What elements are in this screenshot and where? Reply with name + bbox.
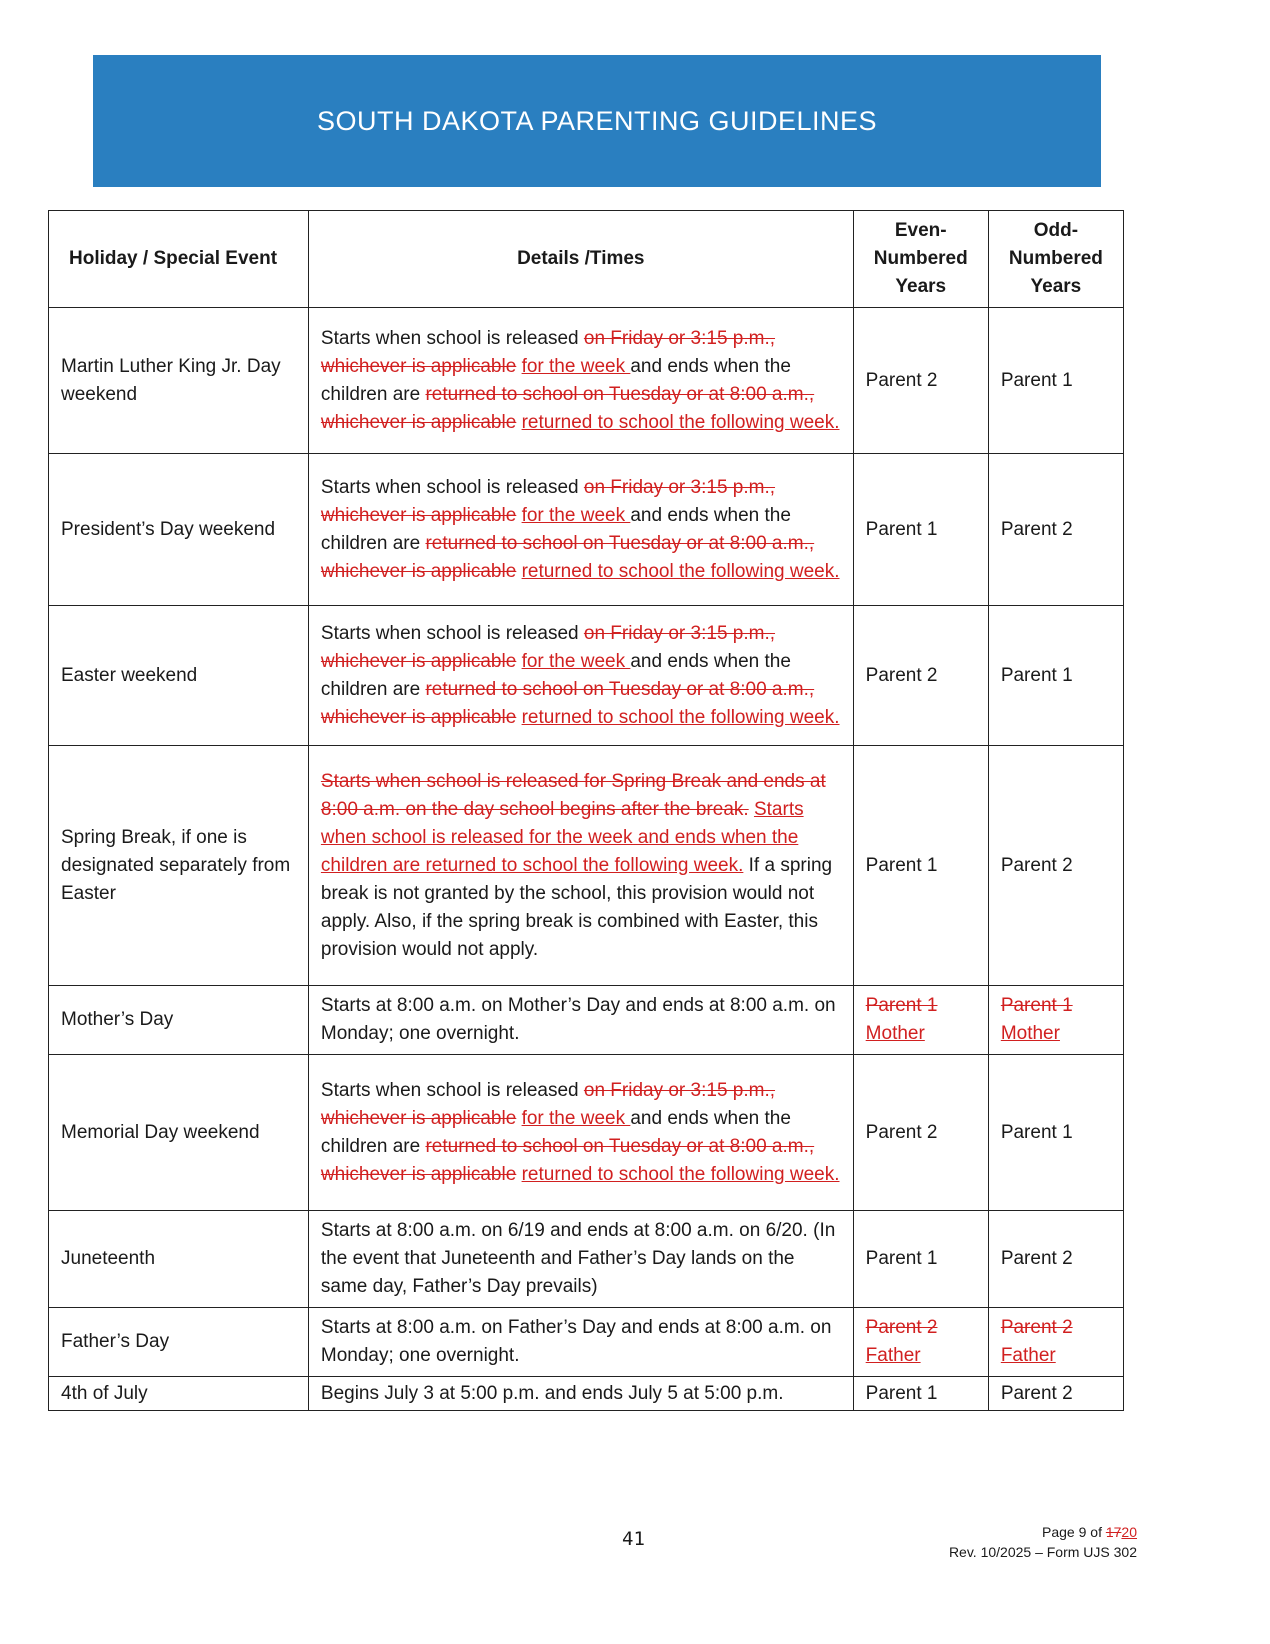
table-row-memorial	[49, 1055, 1124, 1211]
deleted-text: Starts when school is released for Spring Break and ends at 8:00 a.m. on the day school begins after the break.	[320, 770, 826, 820]
inserted-text: returned to school the following week.	[521, 706, 840, 728]
even-years-column-header: Even- Numbered Years	[853, 211, 988, 308]
inserted-text: for the week	[521, 650, 631, 672]
table-row-presidents	[49, 454, 1124, 606]
inserted-text: returned to school the following week.	[521, 411, 840, 433]
even-year-parent: Parent 2	[853, 1055, 988, 1211]
details-cell: Starts when school is released on Friday or 3:15 p.m., whichever is applicable for the week and ends when the children are returned to school on Tuesday or at 8:00 a.m., whichever is applicable returned to school the following week.	[308, 308, 853, 454]
even-year-parent: Parent 1 Mother	[853, 986, 988, 1055]
deleted-text: on Friday or 3:15 p.m., whichever is applicable	[320, 622, 776, 672]
even-year-parent: Parent 2	[853, 308, 988, 454]
details-cell: Starts when school is released on Friday or 3:15 p.m., whichever is applicable for the week and ends when the children are returned to school on Tuesday or at 8:00 a.m., whichever is applicable returned to school the following week.	[308, 454, 853, 606]
deleted-text: returned to school on Tuesday or at 8:00 a.m., whichever is applicable	[320, 1135, 815, 1185]
header-banner	[93, 55, 1101, 187]
inserted-text: Starts when school is released for the week and ends when the children are returned to school the following week.	[320, 798, 804, 876]
even-year-parent: Parent 2	[853, 606, 988, 746]
deleted-text: returned to school on Tuesday or at 8:00 a.m., whichever is applicable	[320, 678, 815, 728]
odd-year-parent: Parent 2	[988, 1377, 1123, 1411]
table-row-fathers-day	[49, 1308, 1124, 1377]
even-year-parent: Parent 1	[853, 746, 988, 986]
page-count: Page 9 of 1720	[1042, 1524, 1137, 1540]
odd-year-parent: Parent 1	[988, 606, 1123, 746]
footer-form-info	[949, 1522, 1137, 1562]
odd-year-parent: Parent 2	[988, 1211, 1123, 1308]
even-year-parent: Parent 2 Father	[853, 1308, 988, 1377]
inserted-text: returned to school the following week.	[521, 1163, 840, 1185]
table-header-row	[49, 211, 1124, 308]
page-title: SOUTH DAKOTA PARENTING GUIDELINES	[316, 105, 878, 136]
deleted-text: returned to school on Tuesday or at 8:00 a.m., whichever is applicable	[320, 383, 815, 433]
even-year-parent: Parent 1	[853, 1211, 988, 1308]
event-cell: Juneteenth	[49, 1211, 309, 1308]
holiday-column-header: Holiday / Special Event	[49, 211, 309, 308]
details-column-header: Details /Times	[308, 211, 853, 308]
details-cell: Starts when school is released on Friday or 3:15 p.m., whichever is applicable for the week and ends when the children are returned to school on Tuesday or at 8:00 a.m., whichever is applicable returned to school the following week.	[308, 606, 853, 746]
event-cell: Father’s Day	[49, 1308, 309, 1377]
deleted-text: on Friday or 3:15 p.m., whichever is applicable	[320, 327, 776, 377]
odd-year-parent: Parent 1 Mother	[988, 986, 1123, 1055]
event-cell: 4th of July	[49, 1377, 309, 1411]
page-number: 41	[622, 1528, 645, 1550]
even-year-parent: Parent 1	[853, 1377, 988, 1411]
odd-year-parent: Parent 2 Father	[988, 1308, 1123, 1377]
event-cell: Mother’s Day	[49, 986, 309, 1055]
inserted-text: for the week	[521, 504, 631, 526]
deleted-text: returned to school on Tuesday or at 8:00 a.m., whichever is applicable	[320, 532, 815, 582]
odd-year-parent: Parent 1	[988, 308, 1123, 454]
table-row-july-4	[49, 1377, 1124, 1411]
details-cell: Starts when school is released on Friday or 3:15 p.m., whichever is applicable for the week and ends when the children are returned to school on Tuesday or at 8:00 a.m., whichever is applicable returned to school the following week.	[308, 1055, 853, 1211]
odd-year-parent: Parent 2	[988, 746, 1123, 986]
event-cell: Memorial Day weekend	[49, 1055, 309, 1211]
deleted-text: on Friday or 3:15 p.m., whichever is applicable	[320, 476, 776, 526]
details-cell: Starts at 8:00 a.m. on Father’s Day and ends at 8:00 a.m. on Monday; one overnight.	[308, 1308, 853, 1377]
details-cell: Starts when school is released for Spring Break and ends at 8:00 a.m. on the day school begins after the break. Starts when school is released for the week and ends when the children are returned to school the following week. If a spring break is not granted by the school, this provision would not apply. Also, if the spring break is combined with Easter, this provision would not apply.	[308, 746, 853, 986]
table-row-spring-break	[49, 746, 1124, 986]
even-year-parent: Parent 1	[853, 454, 988, 606]
table-row-juneteenth	[49, 1211, 1124, 1308]
details-cell: Begins July 3 at 5:00 p.m. and ends July 5 at 5:00 p.m.	[308, 1377, 853, 1411]
details-cell: Starts at 8:00 a.m. on 6/19 and ends at 8:00 a.m. on 6/20. (In the event that Juneteenth and Father’s Day lands on the same day, Father’s Day prevails)	[308, 1211, 853, 1308]
odd-year-parent: Parent 1	[988, 1055, 1123, 1211]
inserted-text: for the week	[521, 355, 631, 377]
inserted-text: returned to school the following week.	[521, 560, 840, 582]
details-cell: Starts at 8:00 a.m. on Mother’s Day and ends at 8:00 a.m. on Monday; one overnight.	[308, 986, 853, 1055]
table-row-mothers-day	[49, 986, 1124, 1055]
table-row-mlk	[49, 308, 1124, 454]
event-cell: President’s Day weekend	[49, 454, 309, 606]
holiday-schedule-table	[48, 210, 1124, 1411]
odd-years-column-header: Odd- Numbered Years	[988, 211, 1123, 308]
inserted-text: for the week	[521, 1107, 631, 1129]
odd-year-parent: Parent 2	[988, 454, 1123, 606]
form-revision: Rev. 10/2025 – Form UJS 302	[948, 1544, 1137, 1560]
deleted-text: on Friday or 3:15 p.m., whichever is applicable	[320, 1079, 776, 1129]
event-cell: Spring Break, if one is designated separately from Easter	[49, 746, 309, 986]
table-row-easter	[49, 606, 1124, 746]
event-cell: Easter weekend	[49, 606, 309, 746]
event-cell: Martin Luther King Jr. Day weekend	[49, 308, 309, 454]
